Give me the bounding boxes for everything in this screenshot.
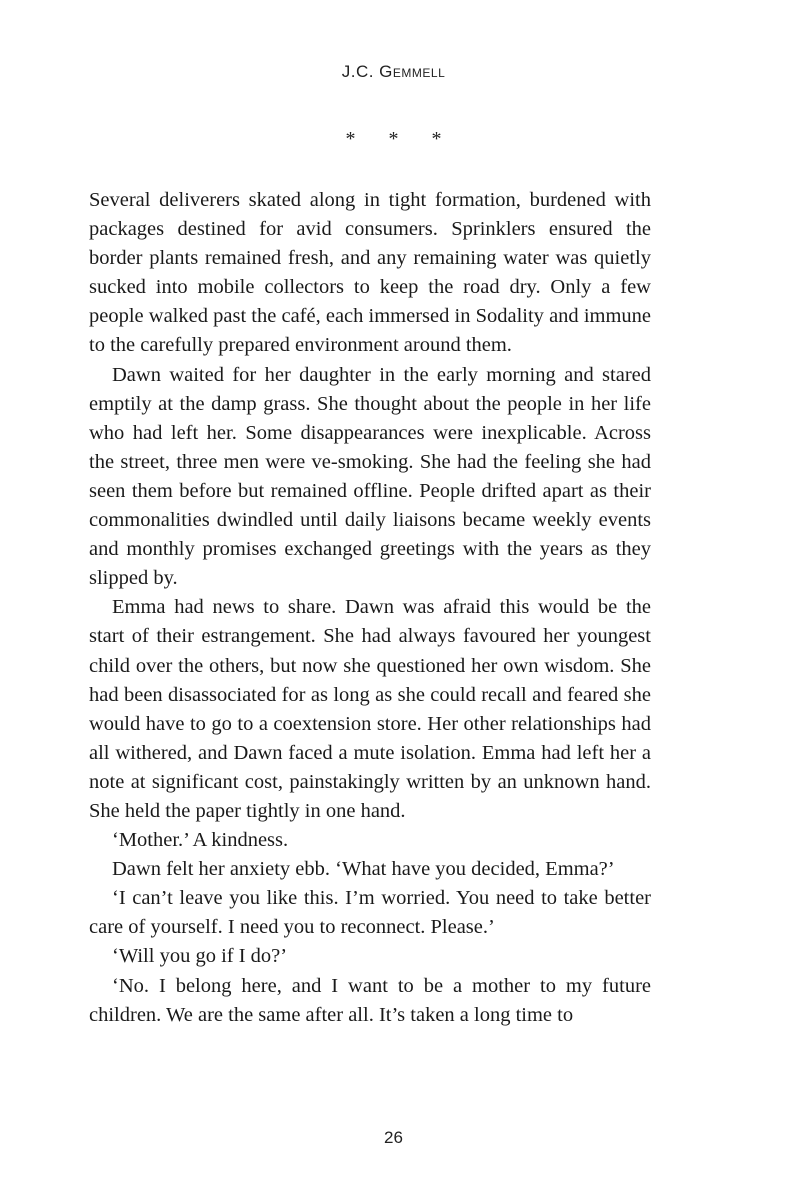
paragraph: Emma had news to share. Dawn was afraid this would be the start of their estrangement. She had always favoured her youngest child over the others, but now she questioned her own wisdom. She had been disassociated for as long as she could recall and feared she would have to go to a coextension store. Her other relationships had all withered, and Dawn faced a mute isolation. Emma had left her a note at significant cost, painstakingly written by an unknown hand. She held the paper tightly in one hand. [89, 596, 651, 822]
running-head: J.C. Gemmell [341, 62, 446, 81]
paragraph: ‘Mother.’ A kindness. [112, 829, 289, 852]
paragraph: Several deliverers skated along in tight formation, burdened with packages destined for avid consumers. Sprinklers ensured the border plants remained fresh, and any remaining water was quietly sucked into mobile collectors to keep the road dry. Only a few people walked past the café, each immersed in Sodality and immune to the carefully prepared environment around them. [89, 189, 651, 357]
paragraph: Dawn waited for her daughter in the early morning and stared emptily at the damp grass. She thought about the people in her life who had left her. Some disappearances were inexplicable. Across the street, three men were ve-smoking. She had the feeling she had seen them before but remained offline. People drifted apart as their commonalities dwindled until daily liaisons became weekly events and monthly promises exchanged greetings with the years as they slipped by. [89, 363, 651, 590]
paragraph: ‘Will you go if I do?’ [112, 945, 288, 968]
scene-break: * * * [345, 128, 456, 150]
body-text [89, 186, 651, 1030]
page-number: 26 [384, 1128, 403, 1147]
paragraph: ‘I can’t leave you like this. I’m worried. You need to take better care of yourself. I need you to reconnect. Please.’ [89, 887, 651, 939]
paragraph: ‘No. I belong here, and I want to be a mother to my future children. We are the same after all. It’s taken a long time to [89, 974, 651, 1026]
paragraph: Dawn felt her anxiety ebb. ‘What have you decided, Emma?’ [112, 858, 615, 881]
